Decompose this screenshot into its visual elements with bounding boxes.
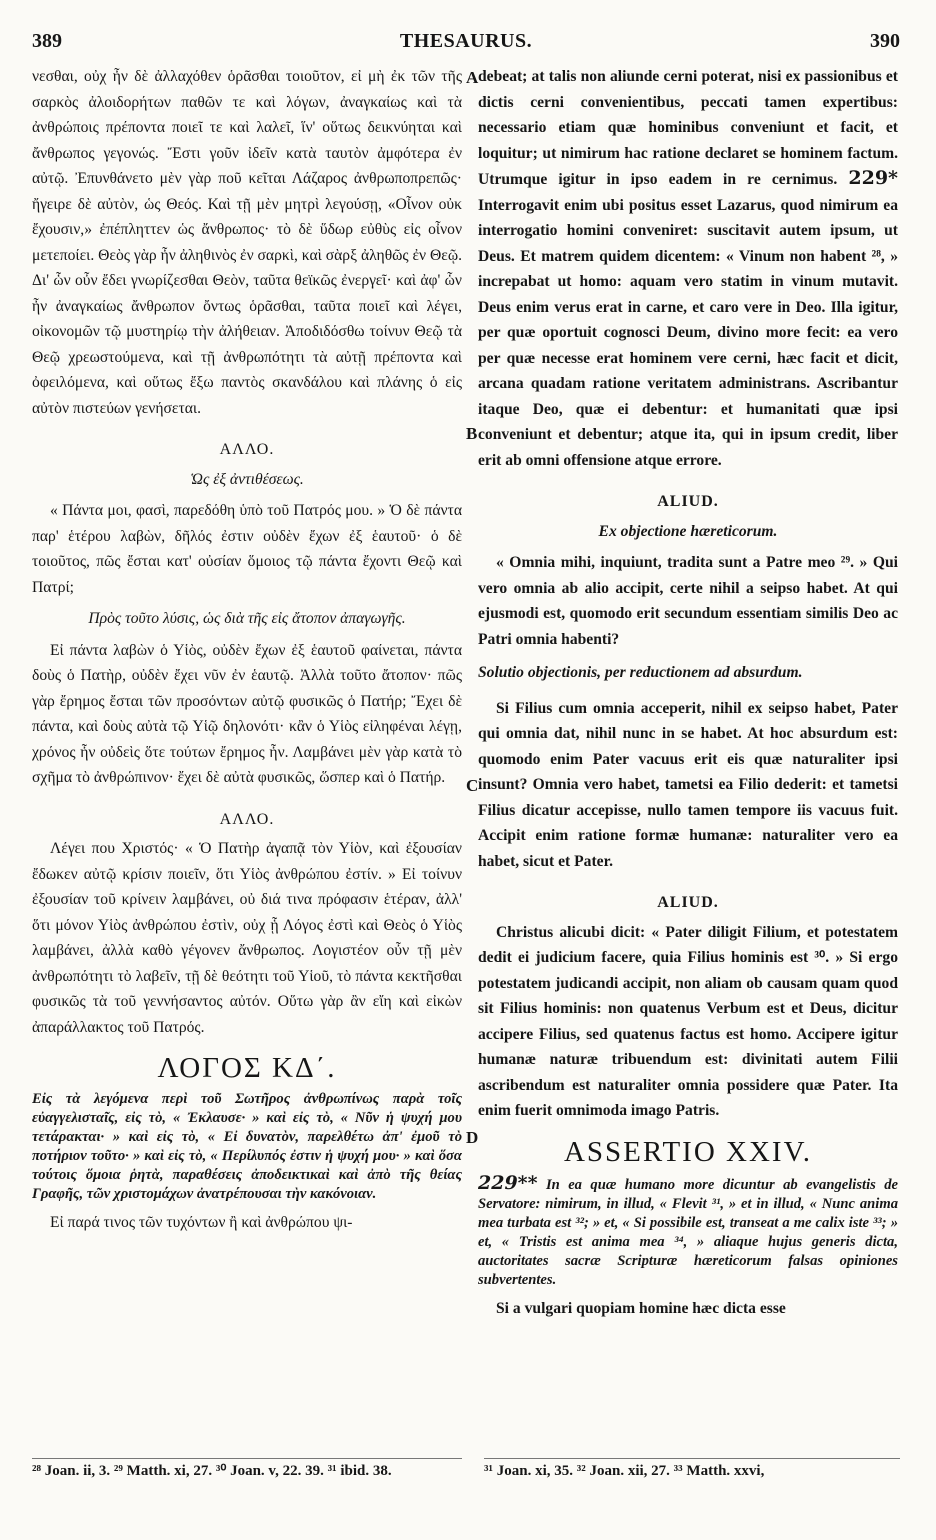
- greek-chapter-title: ΛΟΓΟΣ ΚΔ΄.: [157, 1052, 337, 1084]
- running-header: [32, 30, 900, 60]
- latin-chapter-title: ASSERTIO XXIV.: [563, 1135, 813, 1168]
- greek-subheading-solution: Πρὸς τοῦτο λύσις, ὡς διὰ τῆς εἰς ἄτοπον ἀπαγωγῆς.: [88, 610, 406, 627]
- greek-paragraph-5: Εἰ παρά τινος τῶν τυχόντων ἢ καὶ ἀνθρώπου ψι-: [50, 1214, 353, 1231]
- greek-column: [32, 64, 462, 1459]
- latin-subheading-solution: Solutio objectionis, per reductionem ad absurdum.: [478, 664, 803, 681]
- greek-chapter-argument: Εἰς τὰ λεγόμενα περὶ τοῦ Σωτῆρος ἀνθρωπίνως παρὰ τοῖς εὐαγγελισταῖς, εἰς τὸ, « Ἐκλαυσε· » καὶ εἰς τὸ, « Νῦν ἡ ψυχή μου τετάρακται· » καὶ εἰς τὸ, « Εἰ δυνατὸν, παρελθέτω ἀπ' ἐμοῦ τὸ ποτήριον τοῦτο· » καὶ εἰς τὸ, « Περίλυπός ἐστιν ἡ ψυχή μου· » καὶ ὅσα τούτοις ὅμοια ῥητὰ, παραθέσεις ἀποδεικτικαὶ καὶ ἀπὸ τῆς θείας Γραφῆς, τῶν χριστομάχων ἀνατρέπουσαι τὴν κακόνοιαν.: [32, 1091, 462, 1202]
- right-page-number: 390: [870, 30, 900, 52]
- footnote-rule-right: [484, 1458, 900, 1459]
- greek-paragraph-1: νεσθαι, οὐχ ἦν δὲ ἀλλαχόθεν ὁρᾶσθαι τοιοῦτον, εἰ μὴ ἐκ τῶν τῆς σαρκὸς ἀλοιδορήτων παθῶν τε καὶ λόγων, ἀναγκαίως καὶ τὰ ἀνθρώποις πρέποντα ποιεῖ τε καὶ λαλεῖ, ἵν' οὕτως δεικνύηται καὶ ἄνθρωπος γεγονώς. Ἔστι γοῦν ἰδεῖν κατὰ ταυτὸν ἀμφότερα ἐν αὐτῷ. Ἐπυνθάνετο μὲν γὰρ ποῦ κεῖται Λάζαρος ἀνθρωποπρεπῶς· ἤγειρε δὲ αὐτὸν, ὡς Θεός. Καὶ τῇ μὲν μητρὶ λεγούσῃ, «Οἶνον οὐκ ἔχουσιν,» ἐπέπληττεν ὡς ἄνθρωπος· τὸ δὲ ὕδωρ εὐθὺς εἰς οἶνον μετεποίει. Θεὸς γὰρ ἦν ἀληθινὸς ἐν σαρκὶ, καὶ σὰρξ ἀληθῶς ἐν Θεῷ. Δι' ὧν οὖν ἔδει γνωρίζεσθαι Θεὸν, ταῦτα θεϊκῶς ἐνεργεῖ· καὶ ἀφ' ὧν ἦν ἀναγκαίως ἄνθρωπον ὄντως ὁρᾶσθαι, ταῦτα ποιεῖ καὶ λέγει, οἰκονομῶν τῷ μυστηρίῳ τὴν ἀλήθειαν. Ἀποδιδόσθω τοίνυν Θεῷ τὰ Θεῷ χρεωστούμενα, καὶ τῇ ἀνθρωπότητι τὰ αὐτῇ πρέποντα καὶ ὀφειλόμενα, καὶ οὕτως ἔξω παντὸς σκανδάλου καὶ πλάνης ὁ εἰς αὐτὸν πιστεύων γενήσεται.: [32, 68, 462, 417]
- latin-paragraph-3: Si Filius cum omnia acceperit, nihil ex seipso habet, Pater qui omnia dat, nihil nunc in se habet. At hoc absurdum est: quomodo enim Pater vacuus erit eis quæ naturaliter ipsi insunt? Omnia vero habet, tametsi ea Filio dederit: et tametsi Filius dicatur accepisse, nullo tamen tempore iis vacuus fuit. Accipit enim ratione formæ humanæ: naturaliter vero ea habet, sicut et Pater.: [478, 699, 898, 870]
- running-title: THESAURUS.: [399, 30, 533, 52]
- greek-paragraph-2: « Πάντα μοι, φασὶ, παρεδόθη ὑπὸ τοῦ Πατρός μου. » Ὁ δὲ πάντα παρ' ἑτέρου λαβὼν, δῆλός ἐστιν οὐδὲν ἔχων ἐξ ἑαυτοῦ· ὁ δὲ τοιοῦτος, πῶς ἔσται κατ' οὐσίαν ὅμοιος τῷ πάντα ἔχοντι Θεῷ καὶ Πατρί;: [32, 502, 462, 596]
- greek-subheading-objection: Ὡς ἐξ ἀντιθέσεως.: [190, 470, 304, 488]
- column-number-marker-2: 229**: [478, 1171, 538, 1194]
- margin-letter-a: A: [466, 68, 479, 87]
- latin-chapter-argument: [478, 1171, 898, 1290]
- latin-paragraph-5: Si a vulgari quopiam homine hæc dicta esse: [496, 1299, 786, 1317]
- latin-section-heading-1: ALIUD.: [657, 493, 719, 510]
- margin-letter-b: B: [466, 424, 478, 443]
- margin-letter-c: C: [466, 776, 479, 795]
- latin-paragraph-4: Christus alicubi dicit: « Pater diligit Filium, et potestatem dedit ei judicium facere, quia Filius hominis est ³⁰. » Si ergo potestatem judicandi accipit, non aliam ob causam quam quod sit Filius hominis: non quatenus Verbum est et Deus, dicitur accipere Filius, sed quatenus factus est homo. Accipere igitur humanæ naturæ tribuendum est: divinitati autem Filii ascribendum est naturaliter omnia possidere quæ Pater. Ita enim fuerit omnimoda imago Patris.: [478, 923, 898, 1119]
- footnote-rule-left: [32, 1458, 462, 1459]
- margin-letter-d: D: [466, 1128, 479, 1147]
- greek-paragraph-4: Λέγει που Χριστός· « Ὁ Πατὴρ ἀγαπᾷ τὸν Υἱὸν, καὶ ἐξουσίαν ἔδωκεν αὐτῷ κρίσιν ποιεῖν, ὅτι Υἱὸς ἀνθρώπου ἐστίν. » Εἰ τοίνυν ἐξουσίαν τοῦ κρίνειν λαμβάνει, οὐ διά τινα πρόφασιν ἑτέραν, ἀλλ' ὅτι μόνον Υἱὸς ἀνθρώπου ἐστὶν, οὐχ ᾗ Λόγος ἐστὶ καὶ Θεὸς ὁ Υἱὸς λαμβάνει, ἀλλὰ καθὸ γέγονεν ἄνθρωπος. Λογιστέον οὖν τῇ μὲν ἀνθρωπότητι τὸ λαβεῖν, τῇ δὲ θεότητι τοῦ Υἱοῦ, τὸ πάντα κεκτῆσθαι φυσικῶς τὰ τοῦ γεννήσαντος αὐτόν. Οὕτω γὰρ ἂν εἴη καὶ εἰκὼν ἀπαράλλακτος τοῦ Πατρός.: [32, 840, 462, 1036]
- latin-paragraph-2: « Omnia mihi, inquiunt, tradita sunt a Patre meo ²⁹. » Qui vero omnia ab alio accipit, certe nihil a seipso habet. At qui ejusmodi est, quomodo erit secundum essentiam similis Deo ac Patri omnia habenti?: [478, 554, 898, 648]
- latin-column: [478, 64, 898, 1459]
- left-page-number: 389: [32, 30, 62, 52]
- latin-section-heading-2: ALIUD.: [657, 894, 719, 911]
- footnotes-right: ³¹ Joan. xi, 35. ³² Joan. xii, 27. ³³ Matth. xxvi,: [484, 1463, 765, 1479]
- latin-chapter-argument-text: In ea quæ humano more dicuntur ab evangelistis de Servatore: nimirum, in illud, « Flevit ³¹, » et in illud, « Nunc anima mea turbata est ³²; » et, « Si possibile est, transeat a me calix iste ³³; » et, « Tristis est anima mea ³⁴, » aliaque hujus generis dicta, auctoritates sacræ Scripturæ hæreticorum falsas opiniones subvertentes.: [478, 1176, 898, 1288]
- latin-paragraph-1-continued: Interrogavit enim ubi positus esset Lazarus, quod nimirum ea interrogatio homini conveniret: suscitavit autem ipsum, ut Deus. Et matrem quidem dicentem: « Vinum non habent ²⁸, » increpabat ut homo: aquam vero statim in vinum mutavit. Deus enim verus erat in carne, et caro vere in Deo. Illa igitur, per quæ oportuit cognosci Deum, divino more fecit: ea vero per quæ necesse erat hominem vere cerni, hæc facit et dicit, arcana quadam ratione veritatem administrans. Ascribantur itaque Deo, quæ ei debentur: et humanitati quæ ipsi conveniunt et debentur; atque ita, qui in ipsum credit, liber erit ab omni offensione atque errore.: [478, 196, 898, 469]
- latin-paragraph-1-text: debeat; at talis non aliunde cerni poterat, nisi ex passionibus et dictis cerni convenientibus, peccati tamen expertibus: necessario etiam quæ hominibus conveniunt et facit, et loquitur; ut nimirum hac ratione declaret se hominem factum. Utrumque igitur in ipso eadem in re cernimus.: [478, 68, 898, 188]
- latin-paragraph-1: [478, 64, 898, 473]
- greek-paragraph-3: Εἰ πάντα λαβὼν ὁ Υἱὸς, οὐδὲν ἔχων ἐξ ἑαυτοῦ φαίνεται, πάντα δοὺς ὁ Πατὴρ, οὐδὲν ἔχει νῦν ἐν ἑαυτῷ. Ἀλλὰ τοῦτο ἄτοπον· πῶς γὰρ ἔρημος ἔσται τῶν προσόντων αὐτῷ φυσικῶς ὁ Πατήρ; Ἔχει δὲ πάντα, καὶ δοὺς αὐτὰ τῷ Υἱῷ δηλονότι· κἂν ὁ Υἱὸς εἰληφέναι λέγῃ, χρόνος ἦν οὐδεὶς ὅτε τούτων ἔρημος ἦν. Λαμβάνει μὲν γὰρ κατὰ τὸ σχῆμα τὸ ἀνθρώπινον· ἔχει δὲ αὐτὰ φυσικῶς, ὥσπερ καὶ ὁ Πατήρ.: [32, 641, 462, 786]
- column-number-marker: 229*: [848, 167, 898, 189]
- footnotes-left: ²⁸ Joan. ii, 3. ²⁹ Matth. xi, 27. ³⁰ Joan. v, 22. 39. ³¹ ibid. 38.: [32, 1463, 392, 1479]
- greek-section-heading-1: ΑΛΛΟ.: [219, 441, 275, 458]
- latin-subheading-objection: Ex objectione hæreticorum.: [598, 522, 778, 540]
- greek-section-heading-2: ΑΛΛΟ.: [219, 810, 275, 828]
